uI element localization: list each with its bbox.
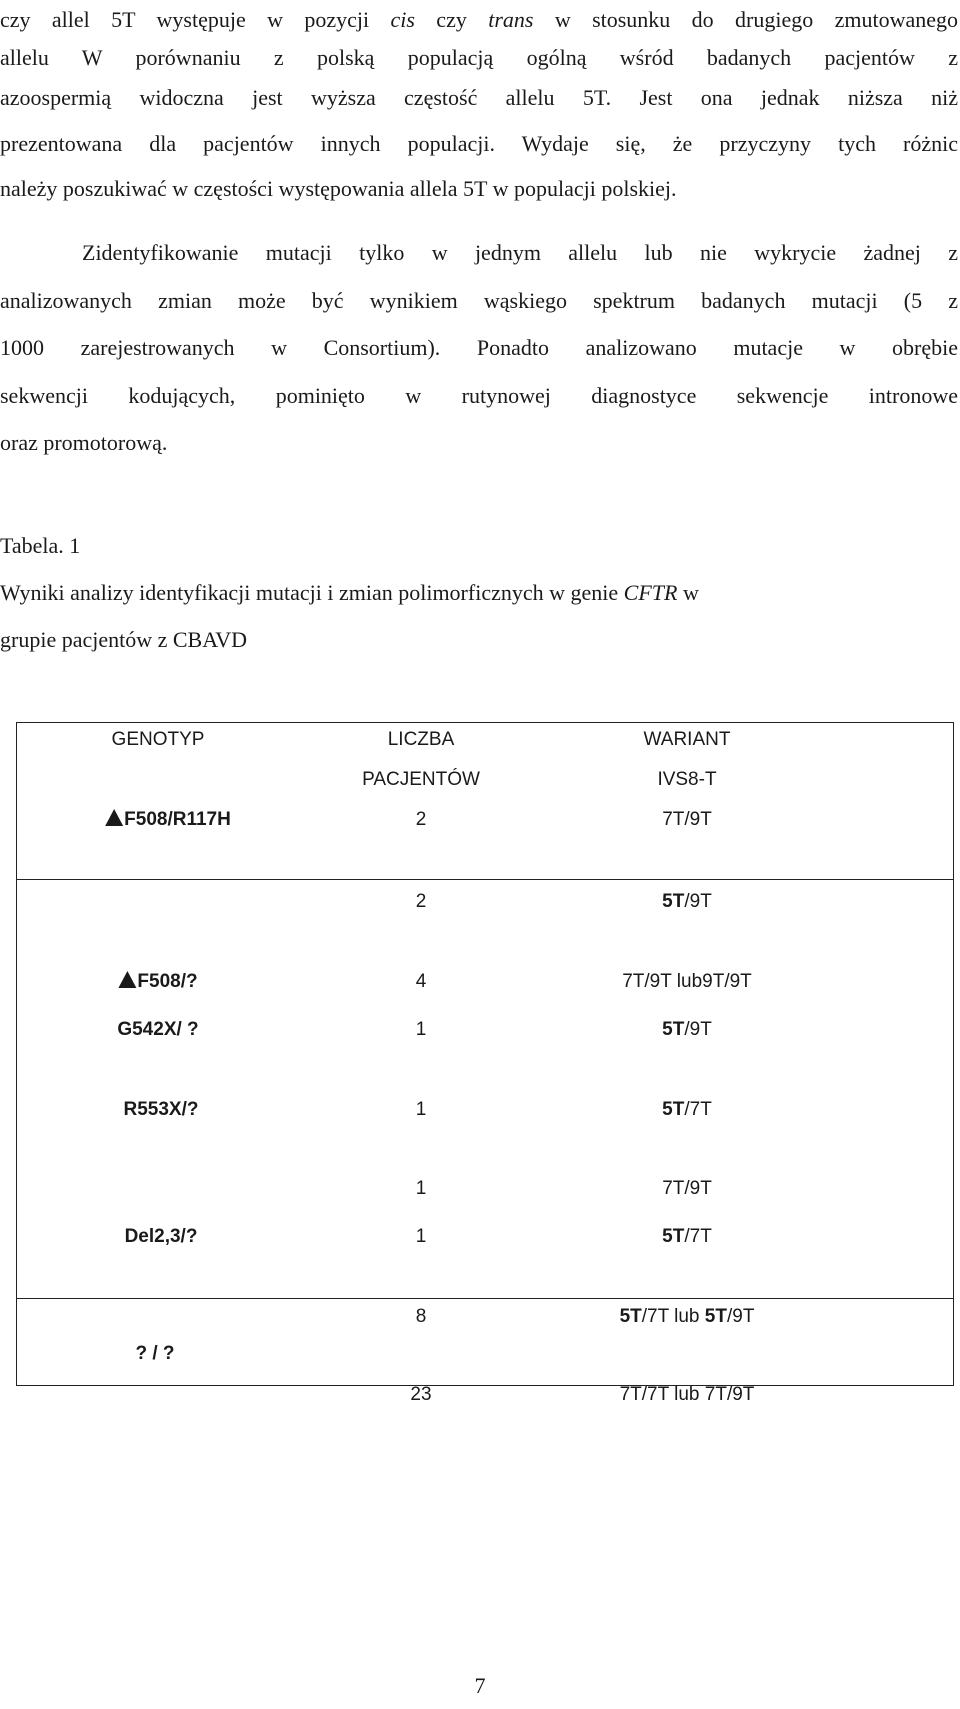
page-number: 7 bbox=[474, 1673, 486, 1698]
table-cell-count: 2 bbox=[415, 809, 427, 830]
delta-icon bbox=[118, 971, 136, 988]
header-variant: IVS8-T bbox=[657, 769, 717, 790]
text: F508/R117H bbox=[124, 809, 231, 830]
table-cell-variant bbox=[620, 1305, 755, 1329]
text: czy allel 5T występuje w pozycji bbox=[0, 7, 391, 32]
table-cell-genotype: Del2,3/? bbox=[124, 1226, 198, 1247]
italic-term: cis bbox=[390, 7, 415, 32]
table-cell-variant bbox=[662, 1098, 712, 1122]
row-divider bbox=[16, 1298, 954, 1299]
text: 5T bbox=[662, 891, 685, 912]
text: 5T bbox=[662, 1099, 685, 1120]
text: /9T bbox=[684, 1019, 712, 1040]
paragraph-line: sekwencji kodujących, pominięto w rutynowej diagnostyce sekwencje intronowe bbox=[0, 383, 958, 408]
text: 5T bbox=[619, 1306, 642, 1327]
paragraph-line: prezentowana dla pacjentów innych populacji. Wydaje się, że przyczyny tych różnic bbox=[0, 131, 958, 156]
paragraph-line: analizowanych zmian może być wynikiem wąskiego spektrum badanych mutacji (5 z bbox=[0, 288, 958, 313]
text: /7T bbox=[684, 1099, 712, 1120]
text: /7T lub bbox=[641, 1306, 705, 1327]
table-cell-count: 1 bbox=[415, 1099, 427, 1120]
text: 5T bbox=[662, 1226, 685, 1247]
table-cell-variant bbox=[662, 1018, 712, 1042]
italic-term: trans bbox=[488, 7, 534, 32]
table-caption bbox=[0, 580, 699, 606]
delta-icon bbox=[105, 809, 123, 826]
header-count: PACJENTÓW bbox=[362, 769, 480, 790]
row-divider bbox=[16, 879, 954, 880]
table-cell-variant bbox=[662, 1225, 712, 1249]
table-caption: grupie pacjentów z CBAVD bbox=[0, 627, 248, 652]
table-cell-count: 23 bbox=[410, 1384, 432, 1405]
paragraph-line: allelu W porównaniu z polską populacją ogólną wśród badanych pacjentów z bbox=[0, 45, 958, 70]
text: F508/? bbox=[137, 971, 198, 992]
table-cell-count: 1 bbox=[415, 1019, 427, 1040]
table-cell-count: 2 bbox=[415, 891, 427, 912]
table-cell-variant bbox=[662, 890, 712, 914]
table-cell-variant: 7T/7T lub 7T/9T bbox=[619, 1384, 755, 1405]
text: /7T bbox=[684, 1226, 712, 1247]
table-cell-genotype: R553X/? bbox=[123, 1099, 199, 1120]
text: /9T bbox=[726, 1306, 755, 1327]
header-count: LICZBA bbox=[387, 729, 455, 750]
table-cell-genotype: ? / ? bbox=[135, 1343, 175, 1364]
header-genotype: GENOTYP bbox=[111, 729, 205, 750]
paragraph-line: oraz promotorową. bbox=[0, 430, 168, 455]
text: Wyniki analizy identyfikacji mutacji i zmian polimorficznych w genie bbox=[0, 580, 624, 605]
table-cell-count: 1 bbox=[415, 1178, 427, 1199]
paragraph-line bbox=[0, 7, 958, 33]
paragraph-line: 1000 zarejestrowanych w Consortium). Ponadto analizowano mutacje w obrębie bbox=[0, 335, 958, 360]
paragraph-line: Zidentyfikowanie mutacji tylko w jednym allelu lub nie wykrycie żadnej z bbox=[82, 240, 958, 265]
gene-name: CFTR bbox=[623, 580, 678, 605]
text: /9T bbox=[684, 891, 712, 912]
table-cell-count: 8 bbox=[415, 1306, 427, 1327]
table-cell-variant: 7T/9T lub9T/9T bbox=[622, 971, 752, 992]
header-variant: WARIANT bbox=[643, 729, 731, 750]
table-cell-genotype bbox=[105, 808, 231, 832]
table-cell-genotype: G542X/ ? bbox=[117, 1019, 199, 1040]
table-cell-variant: 7T/9T bbox=[662, 809, 712, 830]
text: czy bbox=[414, 7, 489, 32]
table-cell-count: 4 bbox=[415, 971, 427, 992]
text: 5T bbox=[662, 1019, 685, 1040]
table-cell-genotype bbox=[118, 970, 197, 994]
text: w stosunku do drugiego zmutowanego bbox=[533, 7, 959, 32]
table-label: Tabela. 1 bbox=[0, 533, 81, 558]
text: 5T bbox=[704, 1306, 727, 1327]
table-cell-variant: 7T/9T bbox=[662, 1178, 712, 1199]
table-cell-count: 1 bbox=[415, 1226, 427, 1247]
paragraph-line: należy poszukiwać w częstości występowania allela 5T w populacji polskiej. bbox=[0, 176, 677, 201]
paragraph-line: azoospermią widoczna jest wyższa częstość allelu 5T. Jest ona jednak niższa niż bbox=[0, 85, 958, 110]
text: w bbox=[677, 580, 699, 605]
